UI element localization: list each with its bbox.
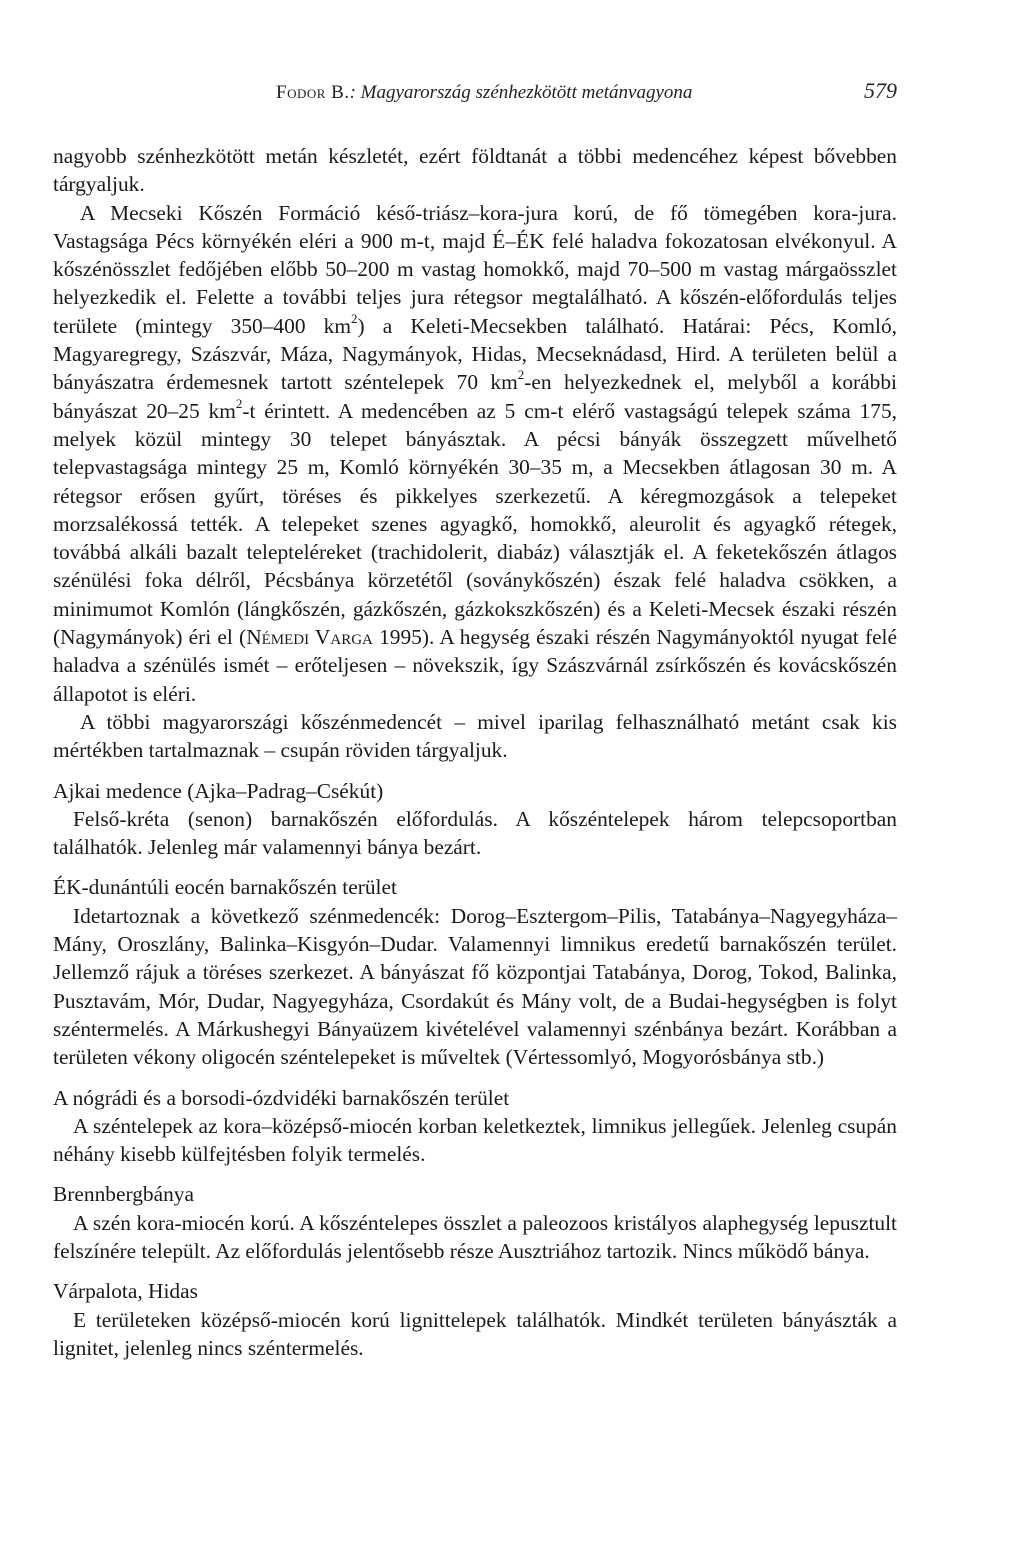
page bbox=[53, 78, 897, 1362]
paragraph: A többi magyarországi kőszénmedencét – mivel iparilag felhasználható metánt csak kis mértékben tartalmaznak – csupán röviden tárgyaljuk. bbox=[53, 709, 897, 763]
superscript: 2 bbox=[351, 310, 358, 326]
section-body: Idetartoznak a következő szénmedencék: Dorog–Esztergom–Pilis, Tatabánya–Nagyegyháza–Mány, Oroszlány, Balinka–Kisgyón–Dudar. Valamennyi limnikus eredetű barnakőszén terület. Jellemző rájuk a töréses szerkezet. A bányászat fő központjai Tatabánya, Dorog, Tokod, Balinka, Pusztavám, Mór, Dudar, Nagyegyháza, Csordakút és Mány volt, de a Budai-hegységben is folyt széntermelés. A Márkushegyi Bányaüzem kivételével valamennyi szénbánya bezárt. Korábban a területen vékony oligocén széntelepeket is műveltek (Vértessomlyó, Mogyorósbánya stb.) bbox=[53, 903, 897, 1070]
article-title: Magyarország szénhezkötött metánvagyona bbox=[360, 82, 693, 103]
section-body: Felső-kréta (senon) barnakőszén előfordulás. A kőszéntelepek három telepcsoportban találhatók. Jelenleg már valamennyi bánya bezárt. bbox=[53, 806, 897, 860]
section-title: ÉK-dunántúli eocén barnakőszén terület bbox=[53, 875, 397, 900]
section-title: A nógrádi és a borsodi-ózdvidéki barnakőszén terület bbox=[53, 1085, 510, 1110]
text-run: -t érintett. A medencében az 5 cm-t elérő vastagságú telepek száma 175, melyek közül mintegy 30 telepet bányásztak. A pécsi bányák összegzett művelhető telepvastagsága mintegy 25 m, Komló környékén 30–35 m, a Mecsekben átlagosan 30 m. A rétegsor erősen gyűrt, töréses és pikkelyes szerkezetű. A kéregmozgások a telepeket morzsalékossá tették. A telepeket szenes agyagkő, homokkő, aleurolit és agyagkő rétegek, továbbá alkáli bazalt telepteléreket (trachidolerit, diabáz) választják el. A feketekőszén átlagos szénülési foka délről, Pécsbánya körzetétől (soványkőszén) észak felé haladva csökken, a minimumot Komlón (lángkőszén, gázkőszén, gázkokszkőszén) és a Keleti-Mecsek északi részén (Nagymányok) éri el ( bbox=[53, 398, 897, 650]
running-header bbox=[53, 78, 897, 114]
author-name: Fodor B. bbox=[276, 82, 350, 103]
body-text bbox=[53, 142, 897, 1362]
section-body: A szén kora-miocén korú. A kőszéntelepes összlet a paleozoos kristályos alaphegység lepusztult felszínére települt. Az előfordulás jelentősebb része Ausztriához tartozik. Nincs működő bánya. bbox=[53, 1210, 897, 1263]
text-run: 1995). A hegység északi részén Nagymányoktól nyugat felé haladva a szénülés ismét – erőteljesen – növekszik, így Szászvárnál zsírkőszén és kovácskőszén állapotot is eléri. bbox=[53, 625, 897, 706]
section-title: Ajkai medence (Ajka–Padrag–Csékút) bbox=[53, 778, 384, 803]
paragraph bbox=[53, 199, 897, 708]
title-separator: : bbox=[349, 82, 361, 103]
text-run: A Mecseki Kőszén Formáció késő-triász–kora-jura korú, de fő tömegében kora-jura. Vastagsága Pécs környékén eléri a 900 m-t, majd É–ÉK felé haladva fokozatosan elvékonyul. A kőszénösszlet fedőjében előbb 50–200 m vastag homokkő, majd 70–500 m vastag márgaösszlet helyezkedik el. Felette a további teljes jura rétegsor megtalálható. A kőszén-előfordulás teljes területe (mintegy 350–400 km bbox=[53, 200, 897, 338]
section-title: Brennbergbánya bbox=[53, 1182, 194, 1207]
running-title bbox=[53, 82, 692, 104]
section-body: E területeken középső-miocén korú lignittelepek találhatók. Mindkét területen bányászták a lignitet, jelenleg nincs széntermelés. bbox=[53, 1307, 897, 1360]
page-number: 579 bbox=[864, 78, 897, 103]
paragraph: nagyobb szénhezkötött metán készletét, ezért földtanát a többi medencéhez képest bővebben tárgyaljuk. bbox=[53, 144, 897, 197]
text-run: ) a Keleti-Mecsekben található. Határai: Pécs, Komló, Magyaregregy, Szászvár, Máza, Nagymányok, Hidas, Mecseknádasd, Hird. A területen belül a bányászatra érdemesnek tartott széntelepek 70 km bbox=[53, 313, 897, 395]
section-body: A széntelepek az kora–középső-miocén korban keletkeztek, limnikus jellegűek. Jelenleg csupán néhány kisebb külfejtésben folyik termelés. bbox=[53, 1113, 897, 1167]
text-run: -en helyezkednek el, melyből a korábbi bányászat 20–25 km bbox=[53, 370, 897, 423]
section-title: Várpalota, Hidas bbox=[53, 1279, 198, 1304]
citation-author: Némedi Varga bbox=[246, 625, 373, 650]
superscript: 2 bbox=[235, 395, 243, 411]
superscript: 2 bbox=[517, 367, 525, 383]
